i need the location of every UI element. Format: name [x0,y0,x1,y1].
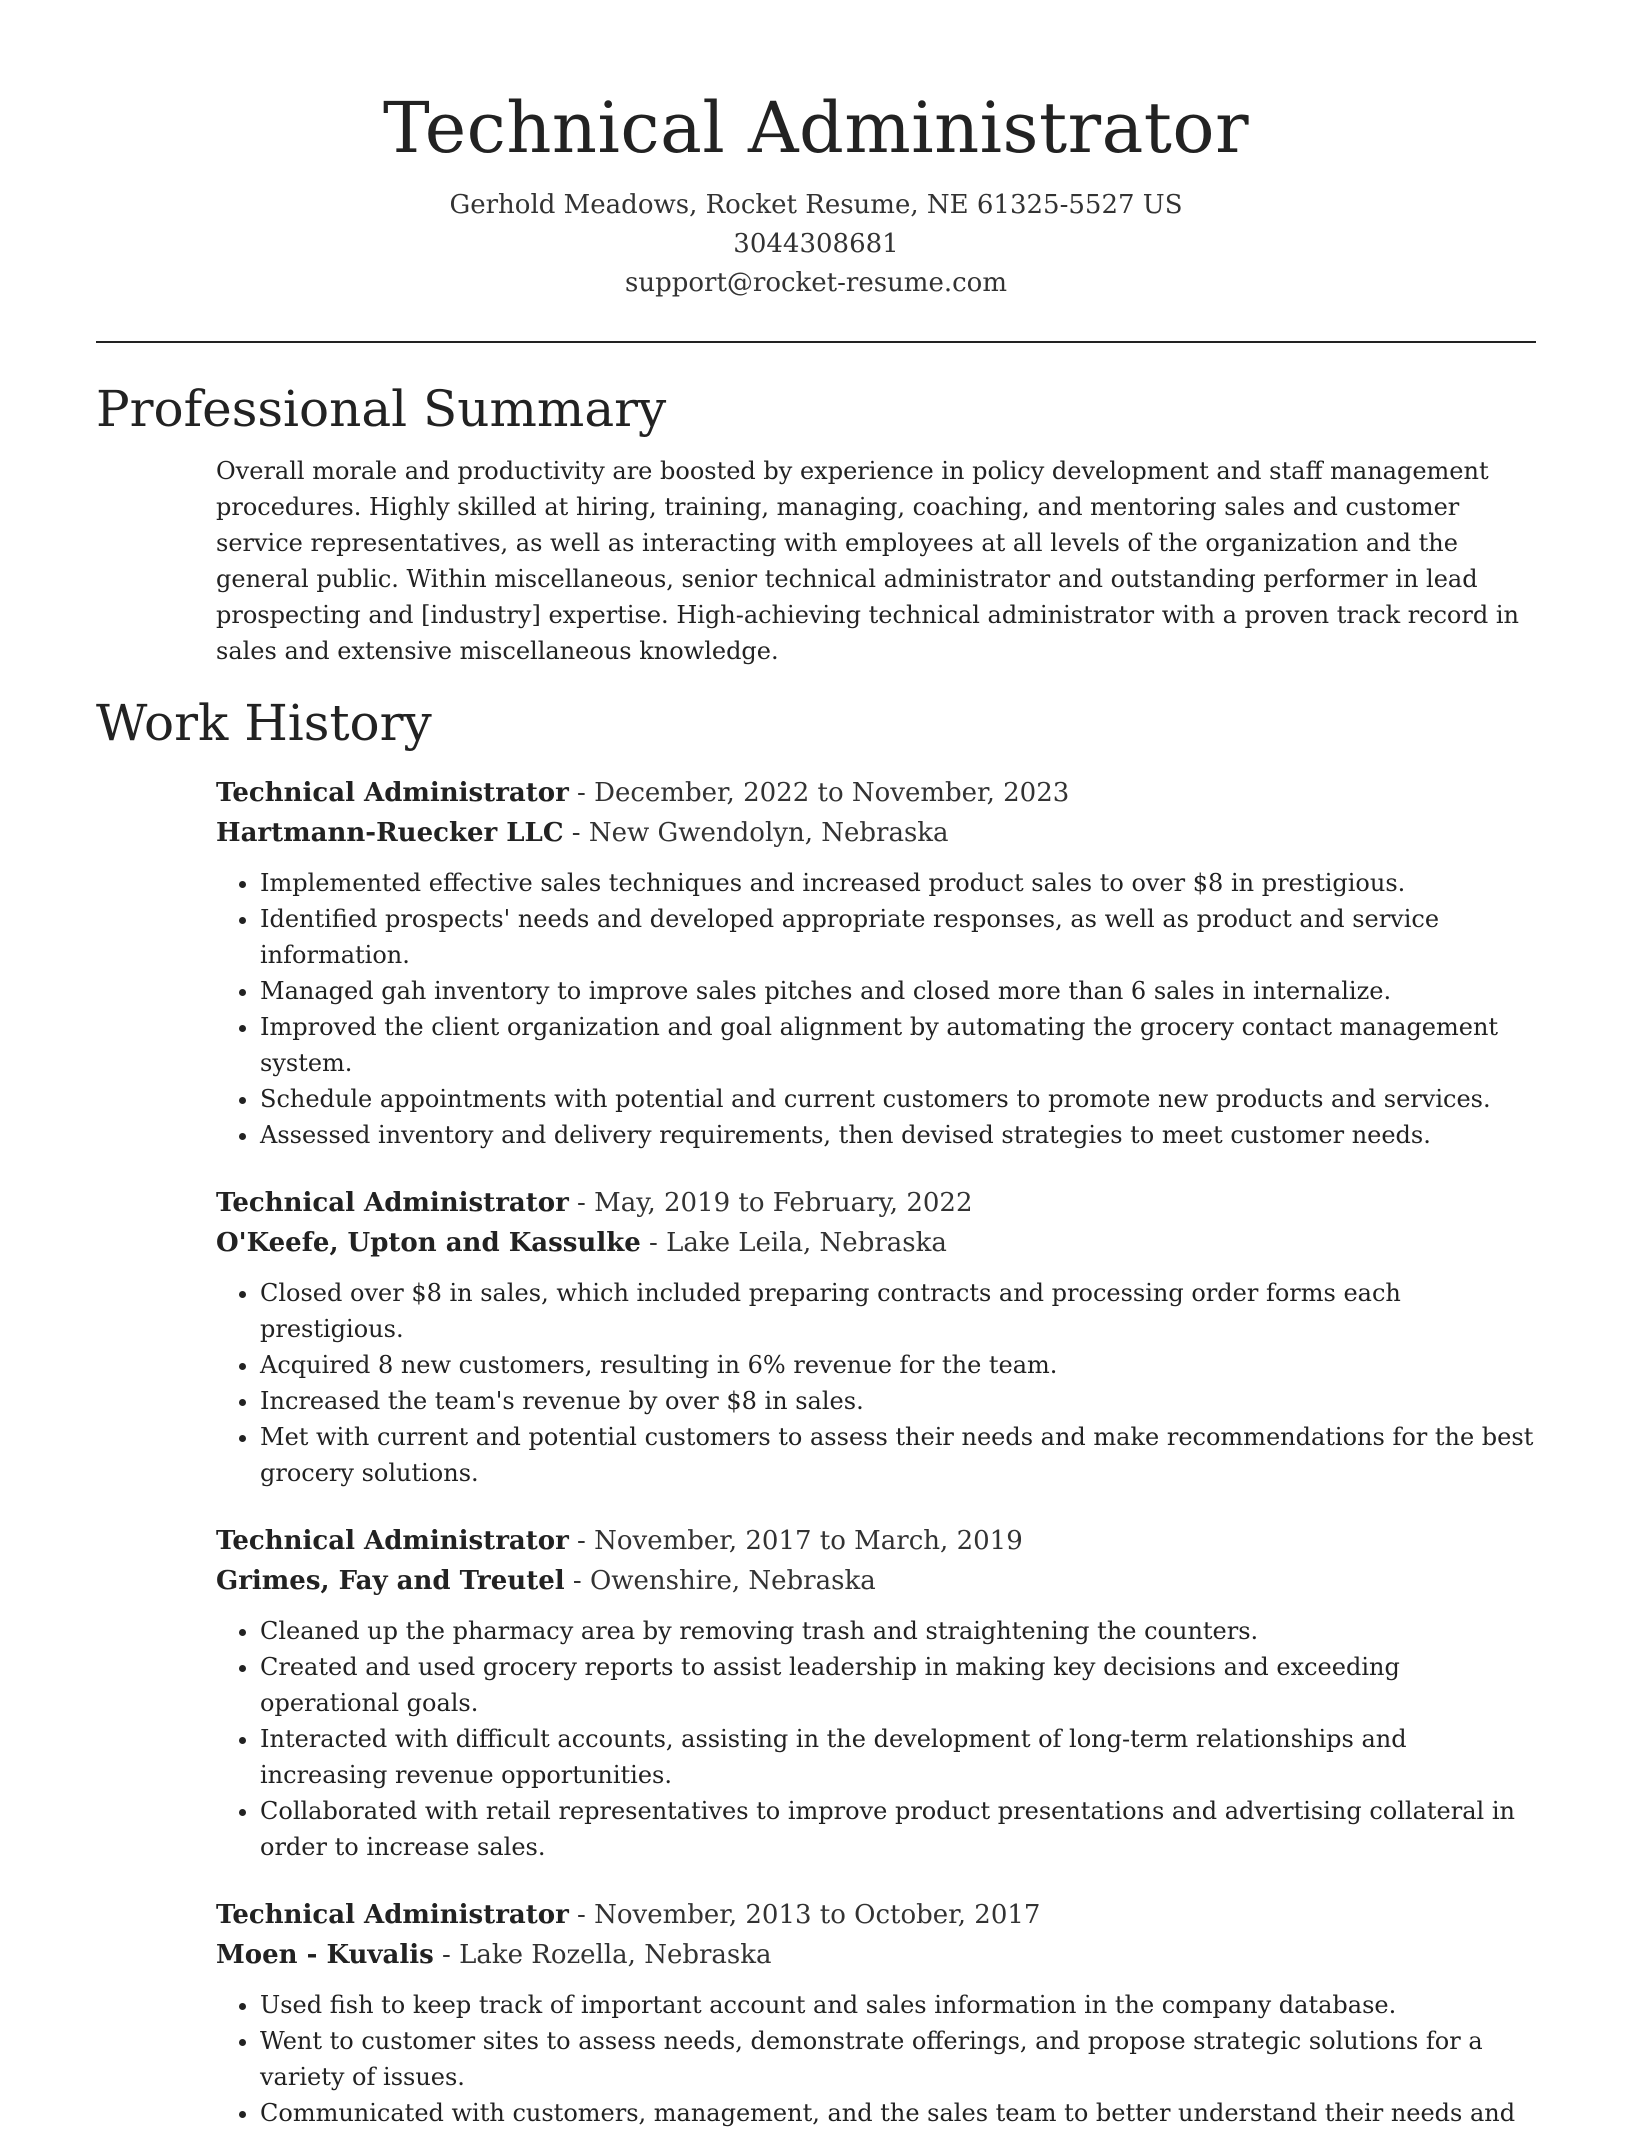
job-bullet: • Improved the client organization and goal alignment by automating the grocery contact management system. [260,1009,1536,1081]
job-list [216,773,1536,2131]
job-company-line [216,1935,1536,1975]
job-company: Grimes, Fay and Treutel [216,1566,565,1596]
job-bullet: • Closed over $8 in sales, which included preparing contracts and processing order forms each prestigious. [260,1275,1536,1347]
job-title: Technical Administrator [216,1900,569,1930]
job-bullets [216,1613,1536,1865]
job-title-line [216,773,1536,813]
resume-page [96,0,1536,2131]
job-bullet: • Identified prospects' needs and developed appropriate responses, as well as product and service information. [260,901,1536,973]
job-location: - Lake Leila, Nebraska [640,1228,947,1258]
contact-phone: 3044308681 [733,229,899,259]
job-bullet: • Created and used grocery reports to assist leadership in making key decisions and exceeding operational goals. [260,1649,1536,1721]
job-company: Moen - Kuvalis [216,1940,434,1970]
job-dates: - November, 2017 to March, 2019 [568,1526,1023,1556]
job-bullets [216,865,1536,1153]
job-dates: - May, 2019 to February, 2022 [568,1188,973,1218]
job-bullet: • Cleaned up the pharmacy area by removing trash and straightening the counters. [260,1613,1536,1649]
job-bullet: • Used fish to keep track of important account and sales information in the company database. [260,1987,1536,2023]
contact-address: Gerhold Meadows, Rocket Resume, NE 61325-5527 US [449,190,1183,220]
job-dates: - November, 2013 to October, 2017 [568,1900,1041,1930]
job-bullet: • Went to customer sites to assess needs, demonstrate offerings, and propose strategic solutions for a variety of issues. [260,2023,1536,2095]
summary-text: Overall morale and productivity are boosted by experience in policy development and staff management procedures. Highly skilled at hiring, training, managing, coaching, and mentoring sales and customer service representatives, as well as interacting with employees at all levels of the organization and the general public. Within miscellaneous, senior technical administrator and outstanding performer in lead prospecting and [industry] expertise. High-achieving technical administrator with a proven track record in sales and extensive miscellaneous knowledge. [216,457,1519,665]
job-bullet: • Acquired 8 new customers, resulting in 6% revenue for the team. [260,1347,1536,1383]
job-bullet: • Managed gah inventory to improve sales pitches and closed more than 6 sales in internalize. [260,973,1536,1009]
job-bullet: • Met with current and potential customers to assess their needs and make recommendations for the best grocery solutions. [260,1419,1536,1491]
job-bullet: • Implemented effective sales techniques and increased product sales to over $8 in prestigious. [260,865,1536,901]
job-bullet: • Assessed inventory and delivery requirements, then devised strategies to meet customer needs. [260,1117,1536,1153]
job-bullet: • Communicated with customers, management, and the sales team to better understand their needs and [260,2095,1536,2131]
job-bullets [216,1987,1536,2131]
job-bullets [216,1275,1536,1491]
job-title: Technical Administrator [216,1188,569,1218]
job-entry [216,1183,1536,1491]
job-entry [216,1895,1536,2131]
header-divider [96,341,1536,343]
job-entry [216,773,1536,1153]
job-bullet: • Collaborated with retail representatives to improve product presentations and advertising collateral in order to increase sales. [260,1793,1536,1865]
job-title-line [216,1521,1536,1561]
resume-header [96,0,1536,303]
job-bullet: • Interacted with difficult accounts, assisting in the development of long-term relationships and increasing revenue opportunities. [260,1721,1536,1793]
job-location: - Owenshire, Nebraska [564,1566,876,1596]
contact-email: support@rocket-resume.com [624,268,1007,298]
resume-name: Technical Administrator [382,87,1250,169]
job-dates: - December, 2022 to November, 2023 [568,778,1070,808]
contact-info [96,186,1536,303]
job-location: - New Gwendolyn, Nebraska [563,818,949,848]
work-history-section [96,693,1536,2131]
job-company-line [216,1561,1536,1601]
job-title-line [216,1895,1536,1935]
job-bullet: • Schedule appointments with potential and current customers to promote new products and services. [260,1081,1536,1117]
job-company-line [216,1223,1536,1263]
summary-section [96,379,1536,669]
work-history-title: Work History [96,694,432,752]
summary-title: Professional Summary [96,380,667,438]
job-bullet: • Increased the team's revenue by over $8 in sales. [260,1383,1536,1419]
job-title-line [216,1183,1536,1223]
job-company: O'Keefe, Upton and Kassulke [216,1228,641,1258]
job-location: - Lake Rozella, Nebraska [433,1940,772,1970]
job-company: Hartmann-Ruecker LLC [216,818,564,848]
job-company-line [216,813,1536,853]
job-title: Technical Administrator [216,1526,569,1556]
job-entry [216,1521,1536,1865]
job-title: Technical Administrator [216,778,569,808]
